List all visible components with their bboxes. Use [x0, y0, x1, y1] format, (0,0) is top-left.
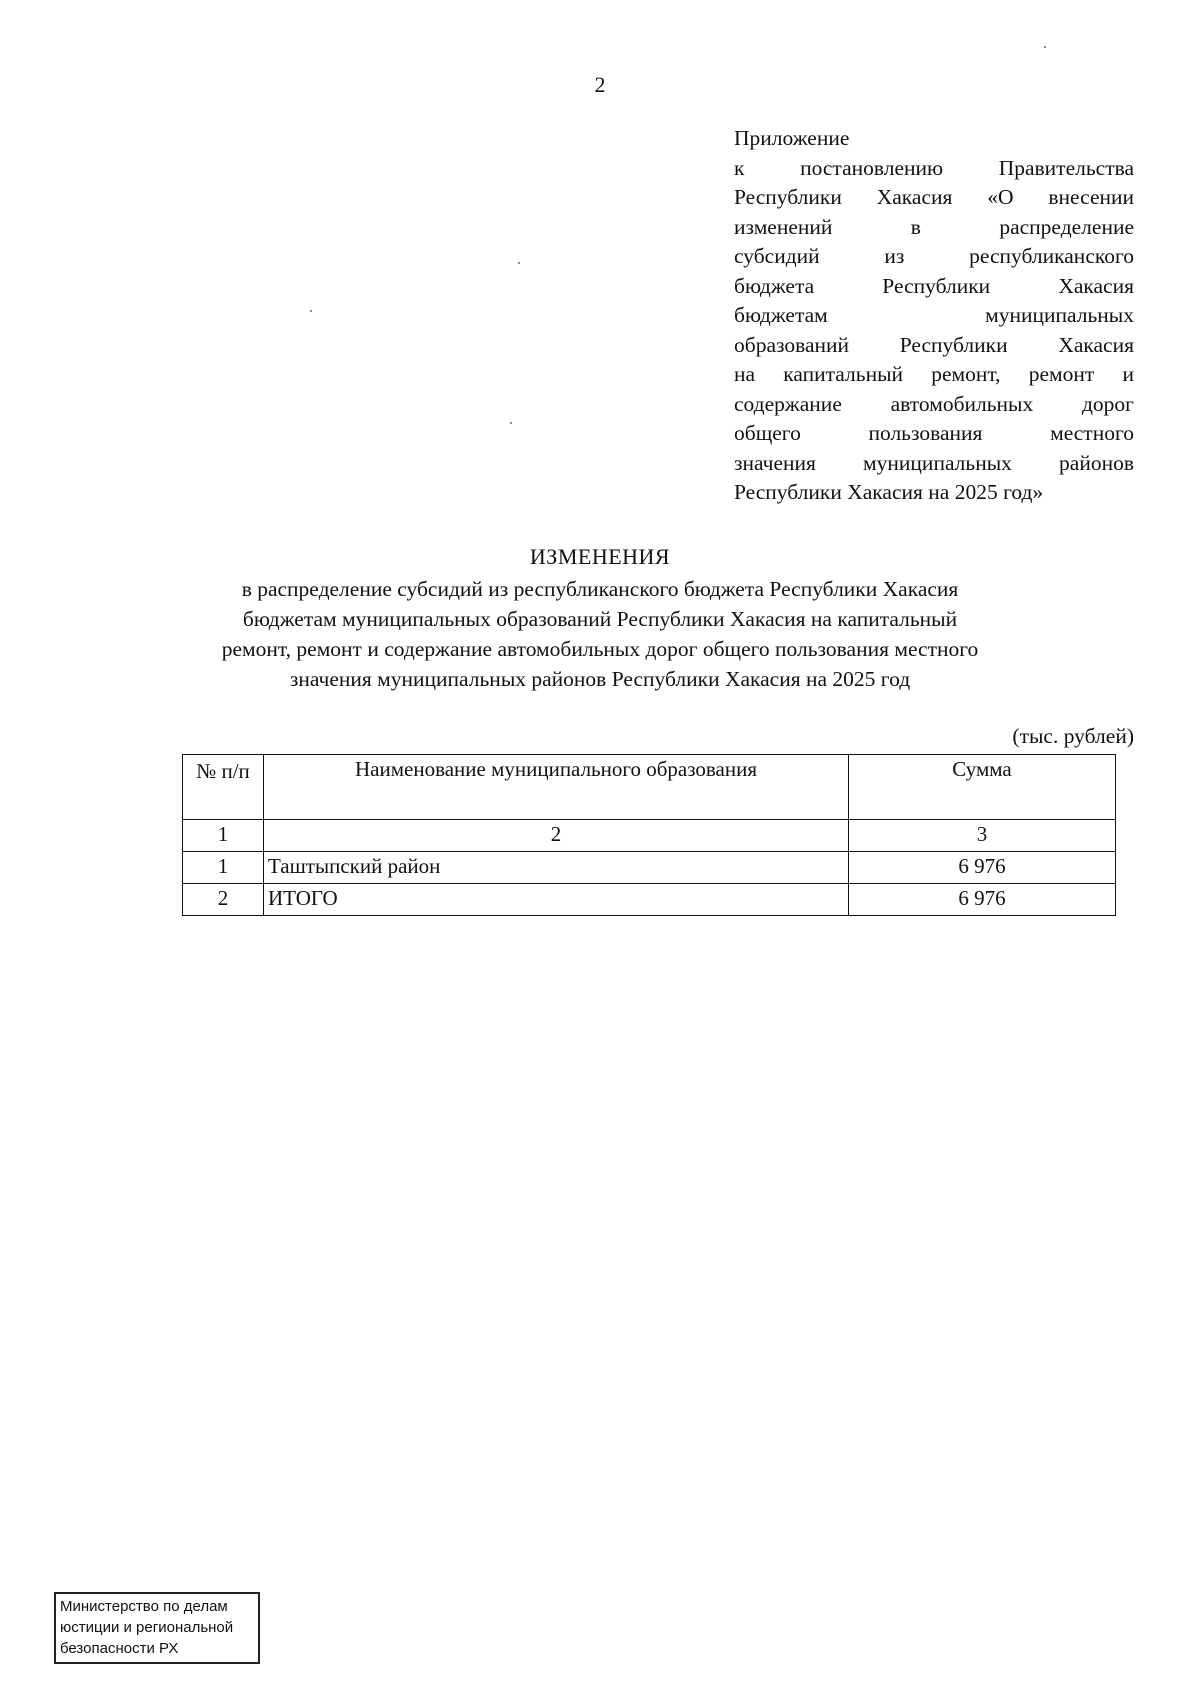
header-num: № п/п	[183, 755, 264, 820]
appendix-line: Приложение	[734, 126, 850, 150]
scan-speck	[510, 422, 512, 424]
appendix-line: бюджетам муниципальных	[734, 303, 1134, 327]
cell-name: Таштыпский район	[264, 852, 849, 884]
appendix-line: значения муниципальных районов	[734, 450, 1134, 475]
cell-num: 1	[183, 820, 264, 852]
appendix-line: содержание автомобильных дорог	[734, 391, 1134, 416]
page-number: 2	[594, 72, 606, 97]
table-row	[183, 884, 1116, 916]
appendix-note	[734, 124, 1134, 508]
scan-speck	[518, 262, 520, 264]
document-title: ИЗМЕНЕНИЯ	[529, 544, 671, 569]
cell-num: 2	[183, 884, 264, 916]
table-row	[183, 852, 1116, 884]
subtitle-line: значения муниципальных районов Республики Хакасия на 2025 год	[289, 667, 911, 691]
appendix-line: Республики Хакасия «О внесении	[734, 185, 1134, 209]
subtitle-line: ремонт, ремонт и содержание автомобильных дорог общего пользования местного	[221, 637, 979, 661]
appendix-line: бюджета Республики Хакасия	[734, 273, 1134, 298]
header-name: Наименование муниципального образования	[264, 755, 849, 820]
stamp-line: юстиции и региональной	[60, 1619, 234, 1636]
appendix-line: изменений в распределение	[734, 214, 1134, 239]
cell-sum: 6 976	[849, 884, 1116, 916]
document-subtitle	[150, 574, 1050, 694]
cell-name: ИТОГО	[264, 884, 849, 916]
header-sum: Сумма	[849, 755, 1116, 820]
cell-name: 2	[264, 820, 849, 852]
table-header-row	[183, 755, 1116, 820]
appendix-line: образований Республики Хакасия	[734, 332, 1134, 357]
appendix-line: на капитальный ремонт, ремонт и	[734, 362, 1134, 386]
cell-num: 1	[183, 852, 264, 884]
units-label: (тыс. рублей)	[1012, 724, 1134, 748]
appendix-line: Республики Хакасия на 2025 год»	[734, 480, 1044, 504]
cell-sum: 3	[849, 820, 1116, 852]
scan-speck	[310, 310, 312, 312]
distribution-table	[182, 754, 1116, 916]
ministry-stamp	[54, 1592, 260, 1664]
cell-sum: 6 976	[849, 852, 1116, 884]
stamp-line: Министерство по делам	[60, 1598, 228, 1615]
scan-speck	[1044, 46, 1046, 48]
subtitle-line: в распределение субсидий из республиканского бюджета Республики Хакасия	[241, 577, 959, 601]
appendix-line: общего пользования местного	[734, 421, 1134, 445]
appendix-line: к постановлению Правительства	[734, 155, 1134, 180]
appendix-line: субсидий из республиканского	[734, 244, 1134, 268]
table-row	[183, 820, 1116, 852]
stamp-line: безопасности РХ	[60, 1640, 179, 1657]
subtitle-line: бюджетам муниципальных образований Республики Хакасия на капитальный	[242, 607, 958, 631]
